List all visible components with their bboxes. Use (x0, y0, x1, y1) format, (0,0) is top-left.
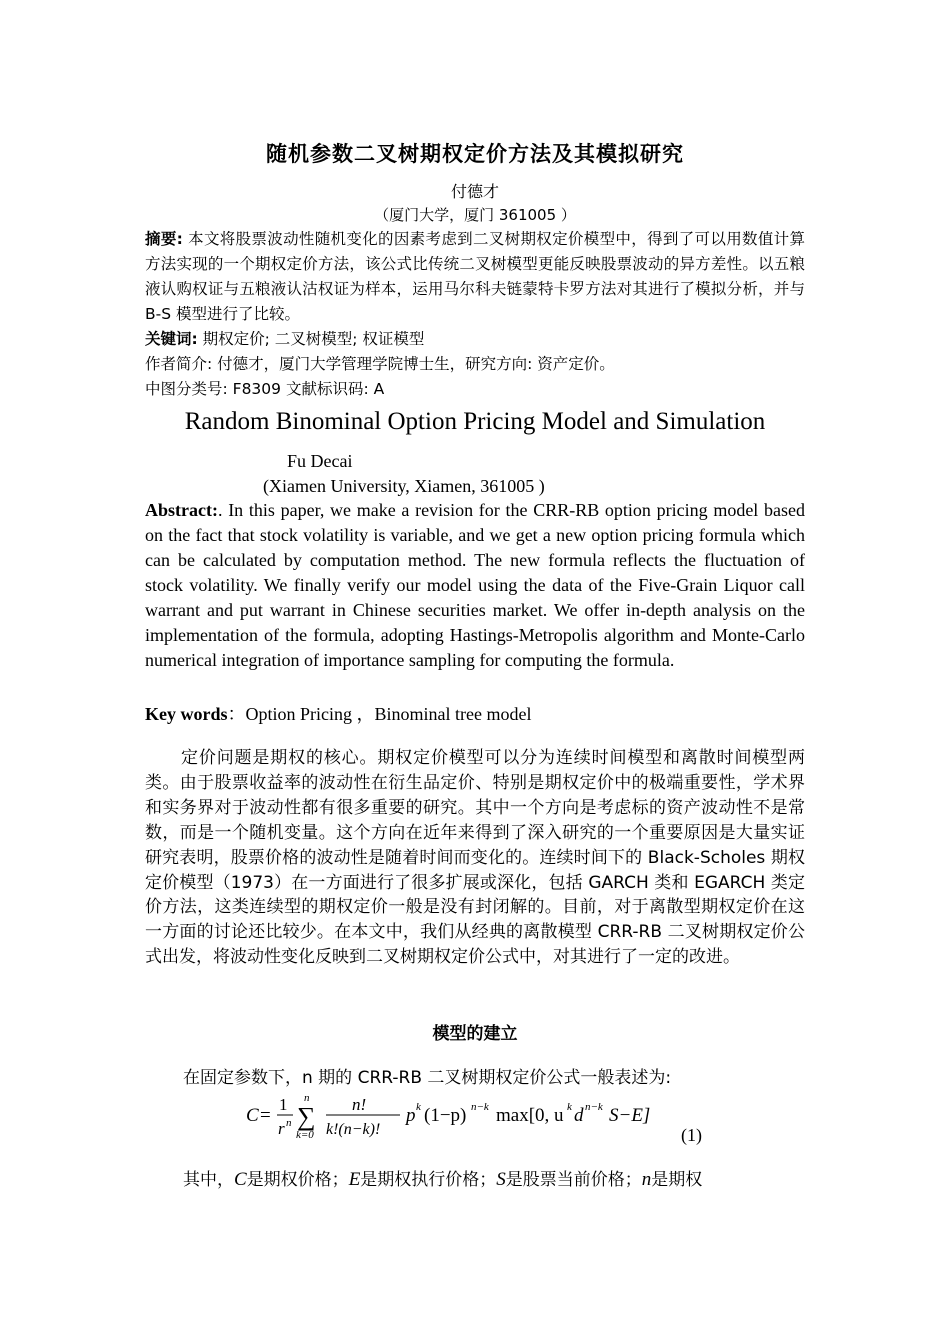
var-c: C (234, 1169, 247, 1190)
max-d-exp: n−k (585, 1101, 603, 1113)
term-one-minus-p: (1−p) (424, 1105, 467, 1126)
chinese-abstract-text: 本文将股票波动性随机变化的因素考虑到二叉树期权定价模型中，得到了可以用数值计算方法实现的一个期权定价方法，该公式比传统二叉树模型更能反映股票波动的异方差性。以五粮液认购权证与五粮液认沽权证为样本，运用马尔科夫链蒙特卡罗方法对其进行了模拟分析，并与 B-S 模型进行了比较。 (145, 230, 805, 323)
binom-numerator: n! (352, 1095, 367, 1114)
equation-number: (1) (681, 1125, 702, 1145)
classification-code: 中图分类号: F8309 文献标识码: A (145, 380, 385, 398)
chinese-author: 付德才 (450, 182, 499, 201)
max-d: d (574, 1105, 584, 1126)
binom-denominator: k!(n−k)! (326, 1121, 381, 1138)
max-text: max[0, u (496, 1105, 564, 1126)
chinese-abstract (145, 227, 805, 327)
def-text-2: 是期权价格； (246, 1170, 349, 1190)
max-tail: S−E] (609, 1105, 651, 1126)
chinese-keywords-label: 关键词: (145, 330, 198, 348)
introduction-paragraph: 定价问题是期权的核心。期权定价模型可以分为连续时间模型和离散时间模型两类。由于股票收益率的波动性在衍生品定价、特别是期权定价中的极端重要性，学术界和实务界对于波动性都有很多重要的研究。其中一个方向是考虑标的资产波动性不是常数，而是一个随机变量。这个方向在近年来得到了深入研究的一个重要原因是大量实证研究表明，股票价格的波动性是随着时间而变化的。连续时间下的 Black-Scholes 期权定价模型（1973）在一方面进行了很多扩展或深化，包括 GARCH 类和 EGARCH 类定价方法，这类连续型的期权定价一般是没有封闭解的。目前，对于离散型期权定价在这一方面的讨论还比较少。在本文中，我们从经典的离散模型 CRR-RB 二叉树期权定价公式出发，将波动性变化反映到二叉树期权定价公式中，对其进行了一定的改进。 (145, 748, 805, 968)
var-e: E (348, 1169, 361, 1190)
sum-symbol: ∑ (297, 1102, 316, 1131)
term-one-minus-p-exp: n−k (471, 1101, 489, 1113)
max-u-exp: k (567, 1101, 572, 1113)
pricing-formula (240, 1088, 670, 1144)
section-heading: 模型的建立 (432, 1024, 518, 1044)
sum-lower: k=0 (296, 1129, 314, 1141)
english-title: Random Binominal Option Pricing Model and Simulation (184, 408, 766, 435)
chinese-abstract-label: 摘要: (145, 230, 183, 248)
frac-numerator: 1 (279, 1095, 288, 1114)
term-p-exp: k (416, 1101, 421, 1113)
def-text-3: 是期权执行价格； (360, 1170, 497, 1190)
chinese-keywords-text: 期权定价; 二叉树模型; 权证模型 (197, 330, 425, 348)
english-abstract-label: Abstract: (145, 500, 218, 520)
english-abstract (145, 498, 805, 673)
english-keywords-label: Key words (145, 704, 228, 724)
english-keywords-text: ：Option Pricing ，Binominal tree model (227, 704, 532, 724)
chinese-affiliation: （厦门大学，厦门 361005 ） (374, 206, 576, 224)
chinese-keywords (145, 327, 424, 349)
def-text-5: 是期权 (651, 1170, 703, 1190)
english-author: Fu Decai (287, 451, 353, 471)
frac-den-exp: n (286, 1117, 292, 1129)
formula-intro: 在固定参数下，n 期的 CRR-RB 二叉树期权定价公式一般表述为: (183, 1068, 672, 1088)
sum-upper: n (304, 1092, 310, 1104)
author-bio: 作者简介: 付德才，厦门大学管理学院博士生，研究方向: 资产定价。 (145, 355, 615, 373)
def-text-4: 是股票当前价格； (505, 1170, 642, 1190)
formula-equals: = (260, 1105, 271, 1126)
english-abstract-text: . In this paper, we make a revision for the CRR-RB option pricing model based on the fact that stock volatility is variable, and we get a new option pricing formula which can be calculated by computation method. The new formula reflects the fluctuation of stock volatility. We finally verify our model using the data of the Five-Grain Liquor call warrant and put warrant in Chinese securities market. We offer in-depth analysis on the implementation of the formula, adopting Hastings-Metropolis algorithm and Monte-Carlo numerical integration of importance sampling for computing the formula. (145, 500, 805, 670)
variable-definitions (183, 1165, 702, 1191)
chinese-title: 随机参数二叉树期权定价方法及其模拟研究 (266, 142, 684, 166)
var-n: n (641, 1169, 652, 1190)
formula-lhs: C (246, 1105, 259, 1126)
def-text-1: 其中， (183, 1170, 234, 1190)
english-affiliation: (Xiamen University, Xiamen, 361005 ) (263, 476, 545, 496)
term-p: p (406, 1105, 416, 1126)
english-keywords (145, 700, 805, 726)
var-s: S (496, 1169, 506, 1190)
frac-den-base: r (278, 1119, 285, 1138)
